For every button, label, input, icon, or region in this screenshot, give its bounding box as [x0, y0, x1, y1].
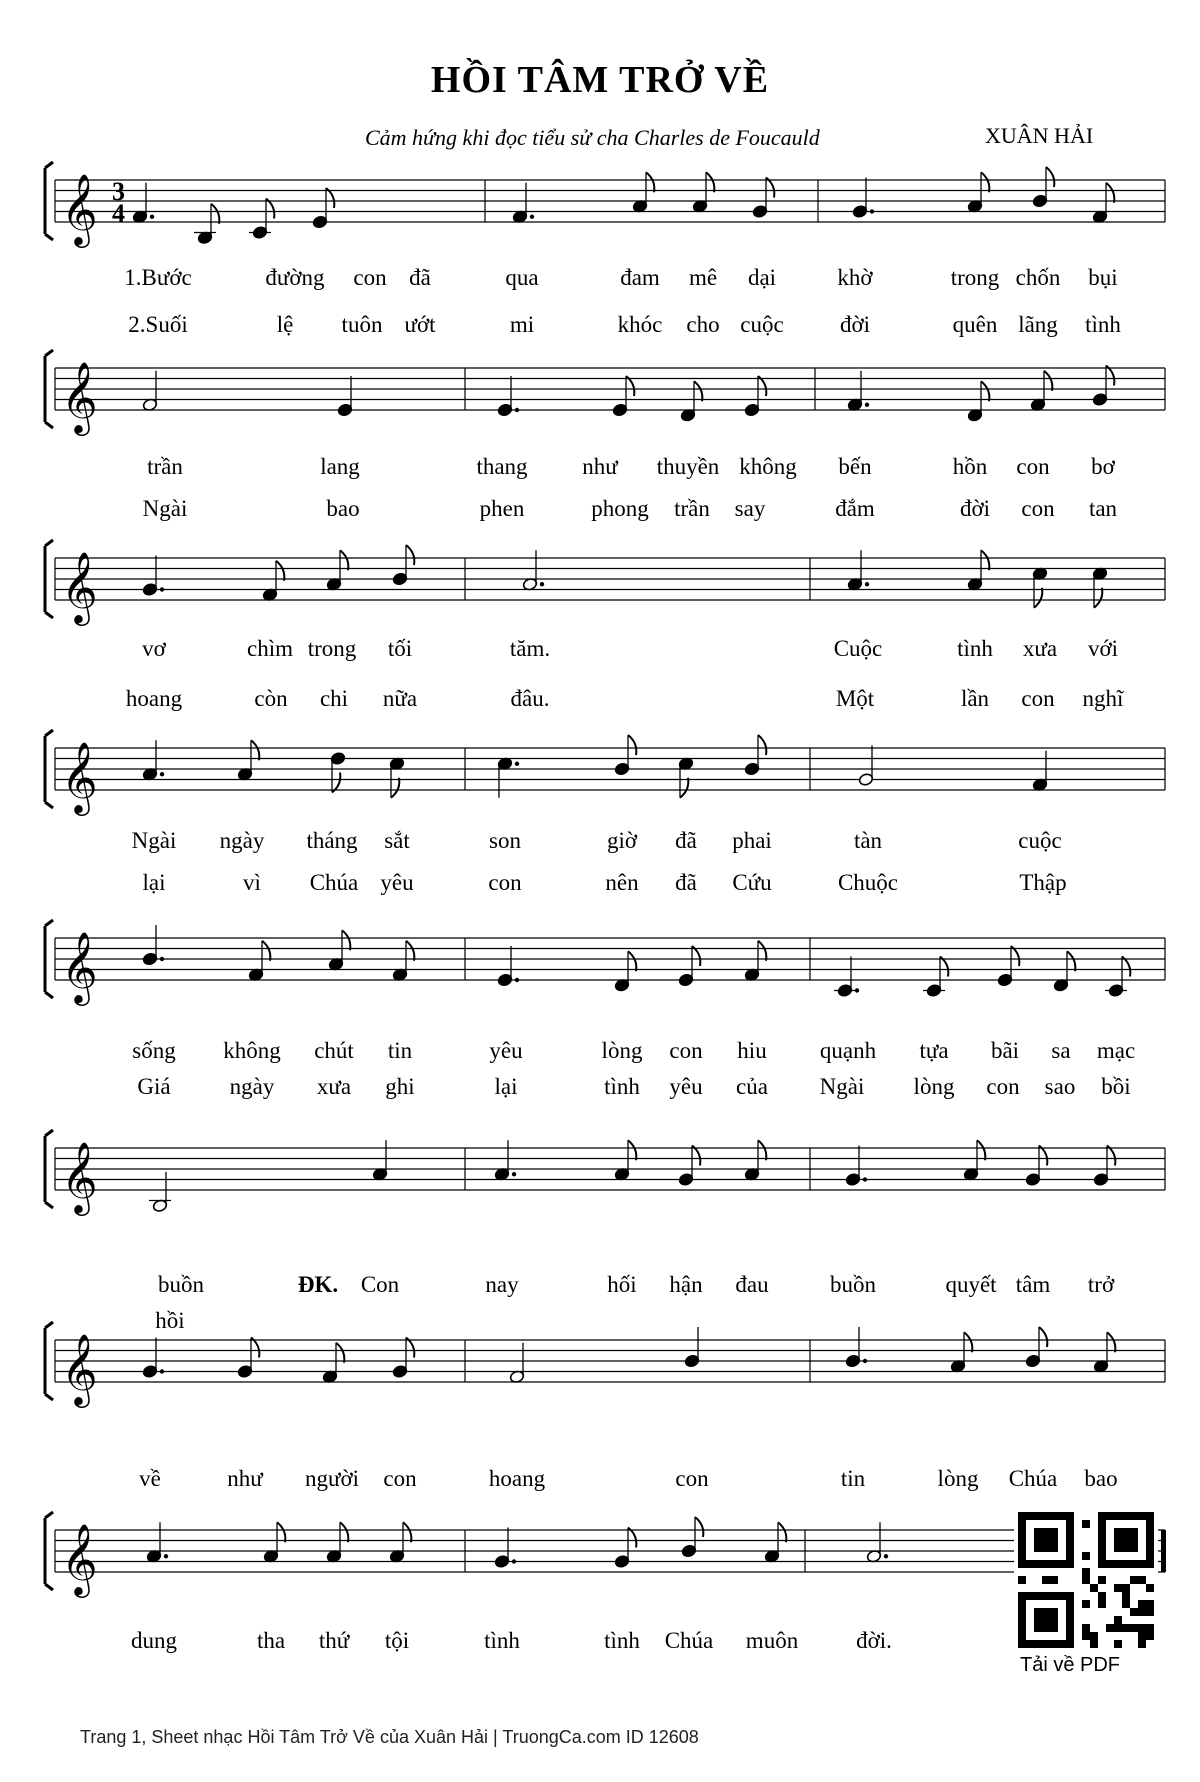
lyric: đau — [735, 1272, 769, 1297]
time-signature-top: 3 — [112, 177, 125, 206]
lyric: đã — [409, 265, 431, 290]
lyric: con — [1021, 496, 1055, 521]
treble-clef-icon: 𝄞 — [61, 172, 98, 245]
lyric: bãi — [990, 1038, 1020, 1063]
lyric: lại — [494, 1074, 518, 1099]
qr-module — [1146, 1624, 1154, 1632]
note-dot — [160, 587, 164, 591]
lyric: hoang — [488, 1466, 546, 1491]
qr-module — [1122, 1584, 1130, 1592]
lyric: con — [1021, 686, 1055, 711]
lyric: tuôn — [341, 312, 383, 337]
lyric: hận — [669, 1272, 703, 1297]
lyric: đã — [675, 870, 697, 895]
qr-module — [1082, 1624, 1090, 1632]
lyric: con — [353, 265, 387, 290]
lyric: tin — [387, 1038, 413, 1063]
song-subtitle: Cảm hứng khi đọc tiểu sử cha Charles de Foucauld — [365, 125, 820, 150]
system-bracket — [45, 540, 53, 618]
lyric: tựa — [919, 1038, 949, 1063]
lyric: tình — [604, 1628, 640, 1653]
lyric: phong — [591, 496, 649, 521]
note-flag — [391, 778, 399, 798]
qr-module — [1138, 1632, 1146, 1640]
lyric: dại — [747, 265, 777, 290]
lyric: thang — [476, 454, 528, 479]
note-flag — [628, 735, 636, 755]
qr-module — [1130, 1624, 1138, 1632]
lyric: lòng — [913, 1074, 955, 1099]
lyric: xưa — [1022, 636, 1058, 661]
lyric: chút — [314, 1038, 354, 1063]
lyric: đời — [839, 312, 871, 337]
lyric: sa — [1051, 1038, 1071, 1063]
lyric: yêu — [669, 1074, 703, 1099]
lyric: ngày — [219, 828, 265, 853]
note-flag — [262, 941, 270, 961]
final-barline — [1161, 1530, 1166, 1572]
lyric: chìm — [247, 636, 293, 661]
lyric: thứ — [318, 1628, 350, 1653]
note-flag — [977, 1140, 985, 1160]
lyric: hối — [607, 1272, 637, 1297]
lyric: bơ — [1091, 454, 1115, 479]
note-flag — [277, 1522, 285, 1542]
qr-module — [1090, 1640, 1098, 1648]
lyric: tình — [957, 636, 993, 661]
note-flag — [251, 740, 259, 760]
note-flag — [1034, 588, 1042, 608]
note-flag — [1046, 167, 1054, 187]
qr-module — [1122, 1624, 1130, 1632]
lyric: mạc — [1096, 1038, 1136, 1063]
lyric: tàn — [853, 828, 883, 853]
lyric: đường — [265, 265, 325, 290]
lyric: chốn — [1015, 265, 1061, 290]
treble-clef-icon: 𝄞 — [61, 1140, 98, 1213]
lyric: còn — [254, 686, 288, 711]
lyric: son — [489, 828, 521, 853]
qr-finder — [1114, 1528, 1138, 1552]
treble-clef-icon: 𝄞 — [61, 1332, 98, 1405]
qr-module — [1146, 1632, 1154, 1640]
note-flag — [695, 1517, 703, 1537]
lyric: lệ — [276, 312, 294, 337]
lyric: đâu. — [510, 686, 550, 711]
qr-module — [1106, 1624, 1114, 1632]
lyric: quên — [952, 312, 998, 337]
lyric: con — [383, 1466, 417, 1491]
lyric: xưa — [316, 1074, 352, 1099]
note-flag — [340, 1522, 348, 1542]
qr-finder — [1034, 1528, 1058, 1552]
lyric: 1.Bước — [124, 265, 192, 290]
note-flag — [758, 735, 766, 755]
note-dot — [160, 957, 164, 961]
note-dot — [512, 1172, 516, 1176]
note-flag — [981, 172, 989, 192]
note-dot — [863, 1359, 867, 1363]
lyric: nên — [605, 870, 639, 895]
lyric: con — [669, 1038, 703, 1063]
lyric: muôn — [745, 1628, 799, 1653]
qr-module — [1114, 1624, 1122, 1632]
note-flag — [1044, 371, 1052, 391]
lyric: Cuộc — [833, 636, 883, 661]
system-bracket — [45, 1322, 53, 1400]
note-flag — [758, 941, 766, 961]
lyric: Giá — [137, 1074, 171, 1099]
lyric: Một — [835, 686, 875, 711]
note-dot — [150, 215, 154, 219]
lyric: ghi — [385, 1074, 415, 1099]
note-flag — [646, 172, 654, 192]
lyric: ướt — [404, 312, 436, 337]
lyric: hồi — [155, 1308, 185, 1333]
qr-module — [1130, 1608, 1138, 1616]
lyric: tha — [256, 1628, 286, 1653]
lyric: bao — [1084, 1466, 1118, 1491]
qr-module — [1042, 1576, 1050, 1584]
lyric: vơ — [142, 636, 166, 661]
lyric: đã — [675, 828, 697, 853]
lyric: tăm. — [509, 636, 551, 661]
lyric: yêu — [489, 1038, 523, 1063]
qr-module — [1138, 1576, 1146, 1584]
note-dot — [855, 988, 859, 992]
note-flag — [706, 172, 714, 192]
note-flag — [276, 561, 284, 581]
note-dot — [865, 582, 869, 586]
lyric: tối — [387, 636, 413, 661]
qr-module — [1122, 1592, 1130, 1600]
qr-module — [1090, 1632, 1098, 1640]
lyric: quạnh — [819, 1038, 877, 1063]
lyric: Cứu — [732, 870, 772, 895]
lyric: tình — [1085, 312, 1121, 337]
system-bracket — [45, 350, 53, 428]
lyric: buồn — [158, 1272, 204, 1297]
lyric: trở — [1087, 1272, 1115, 1297]
system-bracket — [45, 1130, 53, 1208]
lyric: bến — [838, 454, 872, 479]
note-flag — [406, 941, 414, 961]
lyric: Chúa — [664, 1628, 714, 1653]
qr-module — [1146, 1584, 1154, 1592]
note-dot — [512, 1559, 516, 1563]
lyric: bụi — [1088, 265, 1118, 290]
lyric: bồi — [1101, 1074, 1131, 1099]
note-dot — [160, 1369, 164, 1373]
lyric: không — [223, 1038, 281, 1063]
note-flag — [1107, 1332, 1115, 1352]
time-signature-bottom: 4 — [112, 199, 125, 228]
lyric: đời — [959, 496, 991, 521]
treble-clef-icon: 𝄞 — [61, 360, 98, 433]
qr-module — [1122, 1600, 1130, 1608]
note-dot — [870, 209, 874, 213]
note-dot — [515, 762, 519, 766]
treble-clef-icon: 𝄞 — [61, 550, 98, 623]
system-bracket — [45, 162, 53, 240]
lyric: mê — [688, 265, 718, 290]
note-dot — [865, 403, 869, 407]
lyric: thuyền — [656, 454, 720, 479]
lyric: hồn — [952, 454, 988, 479]
lyric: như — [582, 454, 618, 479]
lyric: yêu — [380, 870, 414, 895]
qr-module — [1018, 1576, 1026, 1584]
lyric: Ngài — [131, 828, 177, 853]
treble-clef-icon: 𝄞 — [61, 930, 98, 1003]
qr-module — [1146, 1608, 1154, 1616]
note-flag — [340, 550, 348, 570]
lyric: hoang — [125, 686, 183, 711]
system-bracket — [45, 1512, 53, 1590]
lyric: lần — [960, 686, 990, 711]
lyric: ngày — [229, 1074, 275, 1099]
lyric: Chuộc — [837, 870, 899, 895]
qr-module — [1082, 1576, 1090, 1584]
note-dot — [515, 978, 519, 982]
note-flag — [981, 550, 989, 570]
page-footer: Trang 1, Sheet nhạc Hồi Tâm Trở Về của Xuân Hải | TruongCa.com ID 12608 — [80, 1727, 699, 1747]
lyric: phen — [479, 496, 525, 521]
lyric: nữa — [382, 686, 418, 711]
lyric: đắm — [835, 496, 875, 521]
composer-name: XUÂN HẢI — [985, 123, 1094, 148]
qr-module — [1082, 1552, 1090, 1560]
note-flag — [1039, 1327, 1047, 1347]
note-dot — [160, 772, 164, 776]
lyric: Ngài — [142, 496, 188, 521]
note-dot — [530, 215, 534, 219]
lyric: lại — [142, 870, 166, 895]
note-dot — [863, 1177, 867, 1181]
lyric: tin — [840, 1466, 866, 1491]
lyric: 2.Suối — [128, 312, 188, 337]
note-flag — [1094, 588, 1102, 608]
note-flag — [758, 1140, 766, 1160]
lyric: đam — [620, 265, 660, 290]
lyric: nghĩ — [1082, 686, 1124, 711]
lyric: của — [736, 1074, 768, 1099]
note-flag — [1106, 183, 1114, 203]
lyric: nay — [485, 1272, 519, 1297]
lyric: say — [734, 496, 766, 521]
note-flag — [403, 1522, 411, 1542]
lyric: Ngài — [819, 1074, 865, 1099]
note-dot — [884, 1554, 888, 1558]
qr-module — [1114, 1616, 1122, 1624]
lyric: không — [739, 454, 797, 479]
lyric: tình — [484, 1628, 520, 1653]
qr-module — [1138, 1640, 1146, 1648]
song-title: HỒI TÂM TRỞ VỀ — [430, 59, 770, 101]
lyric: sắt — [384, 828, 410, 853]
treble-clef-icon: 𝄞 — [61, 1522, 98, 1595]
qr-module — [1138, 1608, 1146, 1616]
lyric: lãng — [1018, 312, 1058, 337]
lyric: hiu — [737, 1038, 767, 1063]
lyric: khóc — [617, 312, 663, 337]
qr-module — [1114, 1640, 1122, 1648]
lyric: cuộc — [1018, 828, 1062, 853]
lyric: trong — [950, 265, 1000, 290]
lyric: qua — [505, 265, 539, 290]
note-flag — [211, 204, 219, 224]
lyric: con — [1016, 454, 1050, 479]
qr-module — [1098, 1592, 1106, 1600]
lyric: sống — [132, 1038, 176, 1063]
note-flag — [628, 951, 636, 971]
qr-module — [1082, 1632, 1090, 1640]
lyric: tháng — [306, 828, 358, 853]
lyric: với — [1087, 636, 1119, 661]
lyric: tội — [384, 1628, 410, 1653]
note-flag — [1067, 951, 1075, 971]
lyric: sao — [1044, 1074, 1076, 1099]
qr-module — [1114, 1584, 1122, 1592]
lyric: trần — [674, 496, 710, 521]
note-flag — [694, 381, 702, 401]
lyric: dung — [131, 1628, 177, 1653]
download-pdf-label[interactable]: Tải về PDF — [1020, 1654, 1121, 1676]
qr-module — [1130, 1576, 1138, 1584]
note-flag — [981, 381, 989, 401]
qr-module — [1098, 1576, 1106, 1584]
note-flag — [680, 778, 688, 798]
qr-finder — [1034, 1608, 1058, 1632]
note-flag — [964, 1332, 972, 1352]
lyric: người — [304, 1466, 360, 1491]
note-flag — [628, 1140, 636, 1160]
note-flag — [336, 1343, 344, 1363]
qr-module — [1138, 1624, 1146, 1632]
note-dot — [164, 1554, 168, 1558]
qr-module — [1090, 1584, 1098, 1592]
note-dot — [515, 408, 519, 412]
chorus-marker: ĐK. — [297, 1272, 339, 1297]
qr-module — [1098, 1600, 1106, 1608]
lyric: con — [675, 1466, 709, 1491]
lyric: Thập — [1019, 870, 1067, 895]
lyric: con — [986, 1074, 1020, 1099]
lyric: cho — [686, 312, 720, 337]
lyric: tan — [1088, 496, 1118, 521]
lyric: lang — [320, 454, 360, 479]
lyric: buồn — [830, 1272, 876, 1297]
note-dot — [540, 582, 544, 586]
qr-module — [1082, 1568, 1090, 1576]
note-flag — [406, 545, 414, 565]
lyric: bao — [326, 496, 360, 521]
lyric: lòng — [601, 1038, 643, 1063]
note-flag — [342, 930, 350, 950]
lyric: về — [139, 1466, 161, 1491]
system-bracket — [45, 730, 53, 808]
qr-module — [1082, 1520, 1090, 1528]
lyric: tâm — [1015, 1272, 1051, 1297]
lyric: quyết — [945, 1272, 997, 1297]
lyric: giờ — [606, 828, 638, 853]
note-flag — [778, 1522, 786, 1542]
lyric: mi — [509, 312, 535, 337]
lyric: phai — [732, 828, 772, 853]
lyric: lòng — [937, 1466, 979, 1491]
lyric: đời. — [856, 1628, 892, 1653]
qr-module — [1082, 1600, 1090, 1608]
lyric: chi — [319, 686, 349, 711]
lyric: trong — [307, 636, 357, 661]
system-bracket — [45, 920, 53, 998]
treble-clef-icon: 𝄞 — [61, 740, 98, 813]
lyric: Con — [360, 1272, 400, 1297]
qr-module — [1138, 1600, 1146, 1608]
lyric: Chúa — [309, 870, 359, 895]
lyric: tình — [604, 1074, 640, 1099]
qr-module — [1146, 1600, 1154, 1608]
lyric: khờ — [837, 265, 873, 290]
lyric: như — [227, 1466, 263, 1491]
lyric: Chúa — [1008, 1466, 1058, 1491]
lyric: vì — [243, 870, 261, 895]
lyric: con — [488, 870, 522, 895]
lyric: trần — [147, 454, 183, 479]
lyric: cuộc — [740, 312, 784, 337]
qr-module — [1050, 1576, 1058, 1584]
